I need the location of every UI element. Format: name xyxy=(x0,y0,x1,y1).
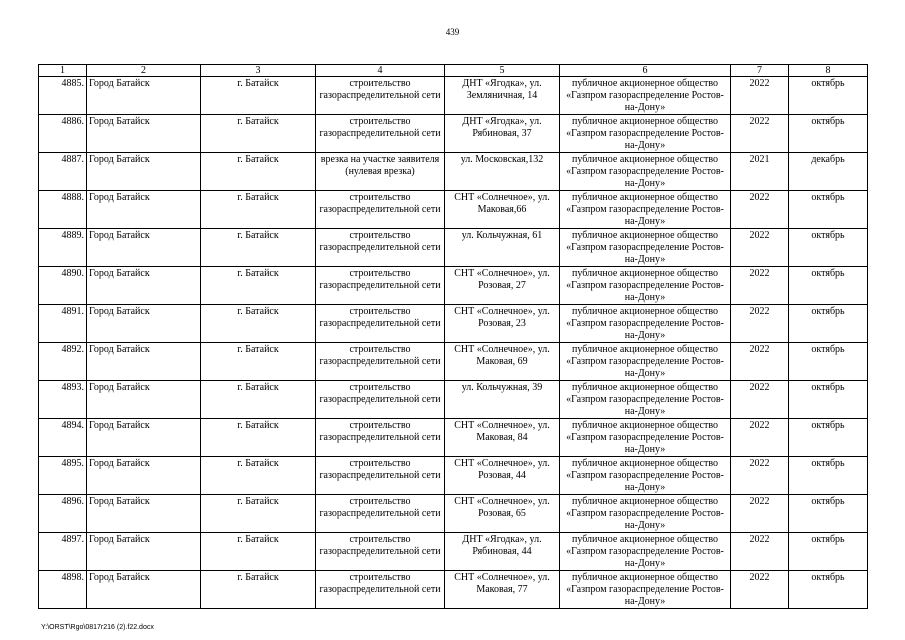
work-type-cell: строительство газораспределительной сети xyxy=(316,419,445,457)
address-cell: СНТ «Солнечное», ул. Маковая, 84 xyxy=(445,419,560,457)
work-type-cell: строительство газораспределительной сети xyxy=(316,457,445,495)
district-cell: Город Батайск xyxy=(87,343,201,381)
year-cell: 2021 xyxy=(731,153,789,191)
work-type-cell: строительство газораспределительной сети xyxy=(316,267,445,305)
organization-cell: публичное акционерное общество «Газпром газораспределение Ростов-на-Дону» xyxy=(560,229,731,267)
district-cell: Город Батайск xyxy=(87,457,201,495)
organization-cell: публичное акционерное общество «Газпром газораспределение Ростов-на-Дону» xyxy=(560,153,731,191)
work-type-cell: врезка на участке заявителя (нулевая врезка) xyxy=(316,153,445,191)
table-row xyxy=(39,495,868,533)
column-header: 8 xyxy=(789,65,868,77)
month-cell: октябрь xyxy=(789,419,868,457)
organization-cell: публичное акционерное общество «Газпром газораспределение Ростов-на-Дону» xyxy=(560,343,731,381)
row-number: 4897. xyxy=(39,533,87,571)
work-type-cell: строительство газораспределительной сети xyxy=(316,495,445,533)
table-row xyxy=(39,191,868,229)
year-cell: 2022 xyxy=(731,457,789,495)
row-number: 4894. xyxy=(39,419,87,457)
table-row xyxy=(39,115,868,153)
district-cell: Город Батайск xyxy=(87,77,201,115)
settlement-cell: г. Батайск xyxy=(201,343,316,381)
file-path-footer: Y:\ORST\Rgo\0817r216 (2).f22.docx xyxy=(41,624,154,631)
column-header: 3 xyxy=(201,65,316,77)
district-cell: Город Батайск xyxy=(87,153,201,191)
address-cell: ДНТ «Ягодка», ул. Рябиновая, 44 xyxy=(445,533,560,571)
organization-cell: публичное акционерное общество «Газпром газораспределение Ростов-на-Дону» xyxy=(560,381,731,419)
work-type-cell: строительство газораспределительной сети xyxy=(316,571,445,609)
month-cell: декабрь xyxy=(789,153,868,191)
month-cell: октябрь xyxy=(789,115,868,153)
year-cell: 2022 xyxy=(731,533,789,571)
column-header: 1 xyxy=(39,65,87,77)
row-number: 4889. xyxy=(39,229,87,267)
settlement-cell: г. Батайск xyxy=(201,533,316,571)
settlement-cell: г. Батайск xyxy=(201,267,316,305)
year-cell: 2022 xyxy=(731,343,789,381)
table-body xyxy=(39,77,868,609)
month-cell: октябрь xyxy=(789,229,868,267)
settlement-cell: г. Батайск xyxy=(201,381,316,419)
row-number: 4896. xyxy=(39,495,87,533)
month-cell: октябрь xyxy=(789,495,868,533)
table-row xyxy=(39,343,868,381)
row-number: 4891. xyxy=(39,305,87,343)
year-cell: 2022 xyxy=(731,115,789,153)
district-cell: Город Батайск xyxy=(87,115,201,153)
address-cell: СНТ «Солнечное», ул. Маковая, 77 xyxy=(445,571,560,609)
column-header: 7 xyxy=(731,65,789,77)
column-header: 4 xyxy=(316,65,445,77)
settlement-cell: г. Батайск xyxy=(201,495,316,533)
year-cell: 2022 xyxy=(731,267,789,305)
district-cell: Город Батайск xyxy=(87,419,201,457)
row-number: 4893. xyxy=(39,381,87,419)
year-cell: 2022 xyxy=(731,495,789,533)
work-type-cell: строительство газораспределительной сети xyxy=(316,229,445,267)
month-cell: октябрь xyxy=(789,381,868,419)
row-number: 4892. xyxy=(39,343,87,381)
district-cell: Город Батайск xyxy=(87,305,201,343)
month-cell: октябрь xyxy=(789,343,868,381)
address-cell: ул. Кольчужная, 61 xyxy=(445,229,560,267)
year-cell: 2022 xyxy=(731,191,789,229)
month-cell: октябрь xyxy=(789,77,868,115)
address-cell: СНТ «Солнечное», ул. Розовая, 65 xyxy=(445,495,560,533)
column-header: 5 xyxy=(445,65,560,77)
district-cell: Город Батайск xyxy=(87,267,201,305)
organization-cell: публичное акционерное общество «Газпром газораспределение Ростов-на-Дону» xyxy=(560,77,731,115)
address-cell: СНТ «Солнечное», ул. Розовая, 44 xyxy=(445,457,560,495)
settlement-cell: г. Батайск xyxy=(201,571,316,609)
district-cell: Город Батайск xyxy=(87,381,201,419)
organization-cell: публичное акционерное общество «Газпром газораспределение Ростов-на-Дону» xyxy=(560,191,731,229)
page-number: 439 xyxy=(445,27,460,37)
work-type-cell: строительство газораспределительной сети xyxy=(316,343,445,381)
month-cell: октябрь xyxy=(789,305,868,343)
settlement-cell: г. Батайск xyxy=(201,229,316,267)
table-row xyxy=(39,533,868,571)
row-number: 4895. xyxy=(39,457,87,495)
row-number: 4890. xyxy=(39,267,87,305)
organization-cell: публичное акционерное общество «Газпром газораспределение Ростов-на-Дону» xyxy=(560,267,731,305)
table-row xyxy=(39,267,868,305)
organization-cell: публичное акционерное общество «Газпром газораспределение Ростов-на-Дону» xyxy=(560,419,731,457)
settlement-cell: г. Батайск xyxy=(201,191,316,229)
row-number: 4887. xyxy=(39,153,87,191)
address-cell: СНТ «Солнечное», ул. Маковая, 69 xyxy=(445,343,560,381)
district-cell: Город Батайск xyxy=(87,229,201,267)
work-type-cell: строительство газораспределительной сети xyxy=(316,533,445,571)
organization-cell: публичное акционерное общество «Газпром газораспределение Ростов-на-Дону» xyxy=(560,495,731,533)
row-number: 4886. xyxy=(39,115,87,153)
work-type-cell: строительство газораспределительной сети xyxy=(316,77,445,115)
address-cell: ДНТ «Ягодка», ул. Земляничная, 14 xyxy=(445,77,560,115)
organization-cell: публичное акционерное общество «Газпром газораспределение Ростов-на-Дону» xyxy=(560,533,731,571)
month-cell: октябрь xyxy=(789,533,868,571)
work-type-cell: строительство газораспределительной сети xyxy=(316,381,445,419)
address-cell: ул. Московская,132 xyxy=(445,153,560,191)
year-cell: 2022 xyxy=(731,571,789,609)
organization-cell: публичное акционерное общество «Газпром газораспределение Ростов-на-Дону» xyxy=(560,571,731,609)
settlement-cell: г. Батайск xyxy=(201,77,316,115)
document-table xyxy=(38,64,868,609)
table-row xyxy=(39,419,868,457)
settlement-cell: г. Батайск xyxy=(201,153,316,191)
district-cell: Город Батайск xyxy=(87,533,201,571)
table-row xyxy=(39,571,868,609)
district-cell: Город Батайск xyxy=(87,191,201,229)
month-cell: октябрь xyxy=(789,571,868,609)
settlement-cell: г. Батайск xyxy=(201,457,316,495)
settlement-cell: г. Батайск xyxy=(201,419,316,457)
row-number: 4888. xyxy=(39,191,87,229)
table-row xyxy=(39,381,868,419)
month-cell: октябрь xyxy=(789,457,868,495)
year-cell: 2022 xyxy=(731,229,789,267)
settlement-cell: г. Батайск xyxy=(201,305,316,343)
year-cell: 2022 xyxy=(731,419,789,457)
address-cell: СНТ «Солнечное», ул. Маковая,66 xyxy=(445,191,560,229)
row-number: 4885. xyxy=(39,77,87,115)
column-header: 6 xyxy=(560,65,731,77)
year-cell: 2022 xyxy=(731,77,789,115)
work-type-cell: строительство газораспределительной сети xyxy=(316,191,445,229)
organization-cell: публичное акционерное общество «Газпром газораспределение Ростов-на-Дону» xyxy=(560,457,731,495)
organization-cell: публичное акционерное общество «Газпром газораспределение Ростов-на-Дону» xyxy=(560,115,731,153)
column-number-row xyxy=(39,65,868,77)
address-cell: ул. Кольчужная, 39 xyxy=(445,381,560,419)
district-cell: Город Батайск xyxy=(87,495,201,533)
month-cell: октябрь xyxy=(789,191,868,229)
row-number: 4898. xyxy=(39,571,87,609)
column-header: 2 xyxy=(87,65,201,77)
work-type-cell: строительство газораспределительной сети xyxy=(316,305,445,343)
month-cell: октябрь xyxy=(789,267,868,305)
year-cell: 2022 xyxy=(731,305,789,343)
district-cell: Город Батайск xyxy=(87,571,201,609)
table-row xyxy=(39,305,868,343)
work-type-cell: строительство газораспределительной сети xyxy=(316,115,445,153)
address-cell: СНТ «Солнечное», ул. Розовая, 23 xyxy=(445,305,560,343)
table-row xyxy=(39,153,868,191)
address-cell: СНТ «Солнечное», ул. Розовая, 27 xyxy=(445,267,560,305)
settlement-cell: г. Батайск xyxy=(201,115,316,153)
table-row xyxy=(39,457,868,495)
organization-cell: публичное акционерное общество «Газпром газораспределение Ростов-на-Дону» xyxy=(560,305,731,343)
table-row xyxy=(39,229,868,267)
address-cell: ДНТ «Ягодка», ул. Рябиновая, 37 xyxy=(445,115,560,153)
year-cell: 2022 xyxy=(731,381,789,419)
table-row xyxy=(39,77,868,115)
